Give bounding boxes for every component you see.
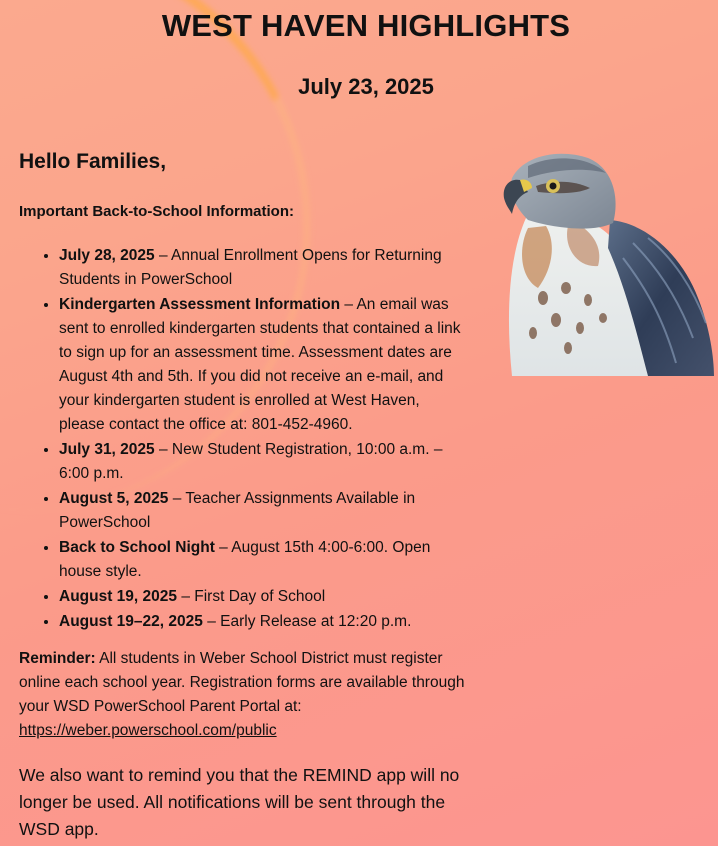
reminder-label: Reminder: (19, 650, 96, 667)
list-item (59, 243, 469, 292)
event-text: – August 15th 4:00-6:00. Open house style. (59, 539, 431, 580)
greeting: Hello Families, (19, 150, 167, 173)
list-item (59, 535, 469, 584)
remind-app-notice: We also want to remind you that the REMIND app will no longer be used. All notifications will be sent through the WSD app. (19, 765, 460, 839)
event-title: Kindergarten Assessment Information (59, 296, 341, 313)
list-item (59, 609, 469, 634)
list-item (59, 584, 469, 609)
event-text: – Early Release at 12:20 p.m. (202, 613, 412, 630)
important-heading: Important Back-to-School Information: (19, 203, 294, 220)
event-title: August 19–22, 2025 (59, 613, 203, 630)
event-title: August 19, 2025 (59, 588, 178, 605)
list-item (59, 292, 469, 437)
reminder-paragraph (19, 647, 469, 743)
event-text: – New Student Registration, 10:00 a.m. – 6:00 p.m. (59, 441, 443, 482)
event-title: July 28, 2025 (59, 247, 155, 264)
list-item (59, 486, 469, 535)
powerschool-link[interactable]: https://weber.powerschool.com/public (19, 722, 277, 739)
reminder-text: All students in Weber School District must register online each school year. Registration forms are available through your WSD PowerSchool Parent Portal at: (19, 650, 465, 715)
hawk-illustration-icon (498, 148, 714, 376)
event-text: – Teacher Assignments Available in PowerSchool (59, 490, 416, 531)
event-title: August 5, 2025 (59, 490, 169, 507)
newsletter-date: July 23, 2025 (298, 74, 434, 99)
event-text: – An email was sent to enrolled kindergarten students that contained a link to sign up for an assessment time. Assessment dates are August 4th and 5th. If you did not receive an e-mail, and your kindergarten student is enrolled at West Haven, please contact the office at: 801-452-4960. (59, 296, 461, 433)
event-text: – First Day of School (177, 588, 326, 605)
newsletter-title: WEST HAVEN HIGHLIGHTS (161, 8, 571, 43)
event-title: July 31, 2025 (59, 441, 155, 458)
events-list (59, 243, 469, 634)
list-item (59, 437, 469, 486)
event-title: Back to School Night (59, 539, 215, 556)
event-text: – Annual Enrollment Opens for Returning Students in PowerSchool (59, 247, 442, 288)
